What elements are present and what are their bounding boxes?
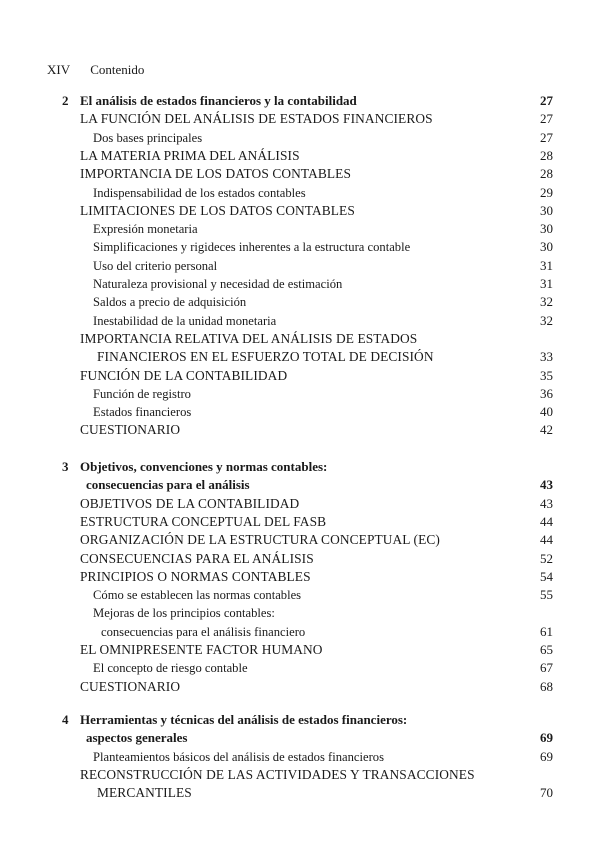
toc-subentry	[0, 604, 600, 622]
chapter-title-cont: consecuencias para el análisis	[86, 477, 250, 493]
toc-subentry	[0, 293, 600, 311]
toc-entry	[0, 531, 600, 549]
section-title: Contenido	[90, 62, 145, 77]
chapter-page: 27	[540, 93, 553, 108]
toc-entry	[0, 147, 600, 165]
entry-text: Cómo se establecen las normas contables	[93, 588, 302, 603]
toc-entry	[0, 110, 600, 128]
entry-page: 65	[540, 642, 553, 657]
entry-text: MERCANTILES	[97, 785, 192, 801]
entry-page: 32	[540, 312, 553, 328]
entry-page: 67	[540, 660, 553, 676]
entry-text: El concepto de riesgo contable	[93, 661, 248, 676]
toc-subentry	[0, 659, 600, 677]
toc-entry	[0, 550, 600, 568]
toc-entry	[0, 766, 600, 784]
entry-text: Expresión monetaria	[93, 222, 198, 237]
entry-text: Planteamientos básicos del análisis de estados financieros	[93, 749, 384, 764]
entry-text: FUNCIÓN DE LA CONTABILIDAD	[80, 367, 288, 383]
entry-text: RECONSTRUCCIÓN DE LAS ACTIVIDADES Y TRANSACCIONES	[80, 766, 475, 782]
entry-text: CUESTIONARIO	[80, 422, 181, 438]
chapter-title-cont: aspectos generales	[86, 730, 188, 746]
entry-text: Inestabilidad de la unidad monetaria	[93, 313, 277, 328]
entry-page: 27	[540, 129, 553, 145]
toc-subentry	[0, 184, 600, 202]
entry-page: 70	[540, 785, 553, 801]
entry-text: CUESTIONARIO	[80, 678, 181, 694]
toc-entry	[0, 421, 600, 439]
toc-entry	[0, 330, 600, 348]
entry-text: Mejoras de los principios contables:	[93, 606, 275, 621]
toc-subentry	[0, 623, 600, 641]
toc-entry	[0, 367, 600, 385]
entry-page: 68	[540, 678, 553, 694]
entry-page: 33	[540, 349, 553, 365]
entry-page: 31	[540, 257, 553, 273]
entry-page: 52	[540, 550, 553, 566]
toc-subentry	[0, 129, 600, 147]
chapter-title: El análisis de estados financieros y la contabilidad	[80, 93, 357, 108]
entry-page: 44	[540, 532, 553, 548]
entry-page: 30	[540, 202, 553, 218]
entry-text: OBJETIVOS DE LA CONTABILIDAD	[80, 495, 300, 511]
entry-text: PRINCIPIOS O NORMAS CONTABLES	[80, 568, 311, 584]
entry-page: 28	[540, 147, 553, 163]
entry-text: Estados financieros	[93, 405, 192, 420]
entry-page: 28	[540, 166, 553, 182]
toc-entry	[0, 513, 600, 531]
toc-subentry	[0, 748, 600, 766]
entry-text: LA FUNCIÓN DEL ANÁLISIS DE ESTADOS FINANCIEROS	[80, 111, 433, 127]
entry-page: 54	[540, 568, 553, 584]
chapter-page: 69	[540, 730, 553, 746]
entry-page: 61	[540, 623, 553, 639]
entry-page: 36	[540, 385, 553, 401]
toc-entry	[0, 495, 600, 513]
toc-subentry	[0, 220, 600, 238]
chapter-heading-cont	[0, 729, 600, 747]
entry-page: 29	[540, 184, 553, 200]
chapter-title: Herramientas y técnicas del análisis de estados financieros:	[80, 712, 408, 727]
entry-page: 69	[540, 748, 553, 764]
page-number-label: XIV	[47, 62, 71, 77]
toc-subentry	[0, 257, 600, 275]
chapter-heading	[0, 711, 600, 729]
toc-entry	[0, 641, 600, 659]
entry-page: 32	[540, 294, 553, 310]
entry-text: EL OMNIPRESENTE FACTOR HUMANO	[80, 642, 323, 657]
entry-page: 30	[540, 239, 553, 255]
entry-text: LIMITACIONES DE LOS DATOS CONTABLES	[80, 202, 355, 218]
toc-subentry	[0, 586, 600, 604]
toc-entry	[0, 678, 600, 696]
chapter-number: 4	[62, 712, 69, 727]
entry-page: 35	[540, 367, 553, 383]
chapter-heading-cont	[0, 476, 600, 494]
toc-subentry	[0, 385, 600, 403]
chapter-number: 3	[62, 459, 69, 474]
entry-text: CONSECUENCIAS PARA EL ANÁLISIS	[80, 550, 314, 566]
entry-text: ESTRUCTURA CONCEPTUAL DEL FASB	[80, 513, 327, 529]
chapter-heading	[0, 92, 600, 110]
chapter-page: 43	[540, 477, 553, 493]
chapter-heading	[0, 458, 600, 476]
entry-text: Simplificaciones y rigideces inherentes a la estructura contable	[93, 240, 411, 255]
entry-page: 43	[540, 495, 553, 511]
toc-entry	[0, 568, 600, 586]
entry-page: 55	[540, 587, 553, 603]
entry-text: Naturaleza provisional y necesidad de estimación	[93, 277, 343, 291]
entry-text: IMPORTANCIA DE LOS DATOS CONTABLES	[80, 166, 352, 182]
toc-entry	[0, 202, 600, 220]
entry-text: FINANCIEROS EN EL ESFUERZO TOTAL DE DECISIÓN	[97, 349, 434, 365]
entry-text: ORGANIZACIÓN DE LA ESTRUCTURA CONCEPTUAL (EC)	[80, 532, 440, 548]
running-header	[47, 62, 144, 78]
entry-text: Uso del criterio personal	[93, 258, 218, 273]
chapter-title: Objetivos, convenciones y normas contables:	[80, 459, 328, 474]
entry-text: Indispensabilidad de los estados contables	[93, 185, 306, 200]
entry-page: 44	[540, 513, 553, 529]
entry-page: 27	[540, 111, 553, 127]
toc-subentry	[0, 238, 600, 256]
toc-subentry	[0, 275, 600, 293]
toc-entry	[0, 348, 600, 366]
entry-page: 40	[540, 404, 553, 420]
toc-entry	[0, 784, 600, 802]
chapter-number: 2	[62, 93, 69, 108]
toc-subentry	[0, 403, 600, 421]
entry-page: 42	[540, 422, 553, 438]
entry-text: LA MATERIA PRIMA DEL ANÁLISIS	[80, 147, 300, 163]
toc-subentry	[0, 312, 600, 330]
entry-page: 30	[540, 221, 553, 237]
toc-entry	[0, 165, 600, 183]
entry-text: Dos bases principales	[93, 130, 203, 145]
entry-text: Función de registro	[93, 386, 191, 401]
entry-text: IMPORTANCIA RELATIVA DEL ANÁLISIS DE ESTADOS	[80, 330, 418, 346]
entry-text: consecuencias para el análisis financiero	[101, 624, 306, 639]
entry-page: 31	[540, 276, 553, 291]
entry-text: Saldos a precio de adquisición	[93, 295, 247, 310]
